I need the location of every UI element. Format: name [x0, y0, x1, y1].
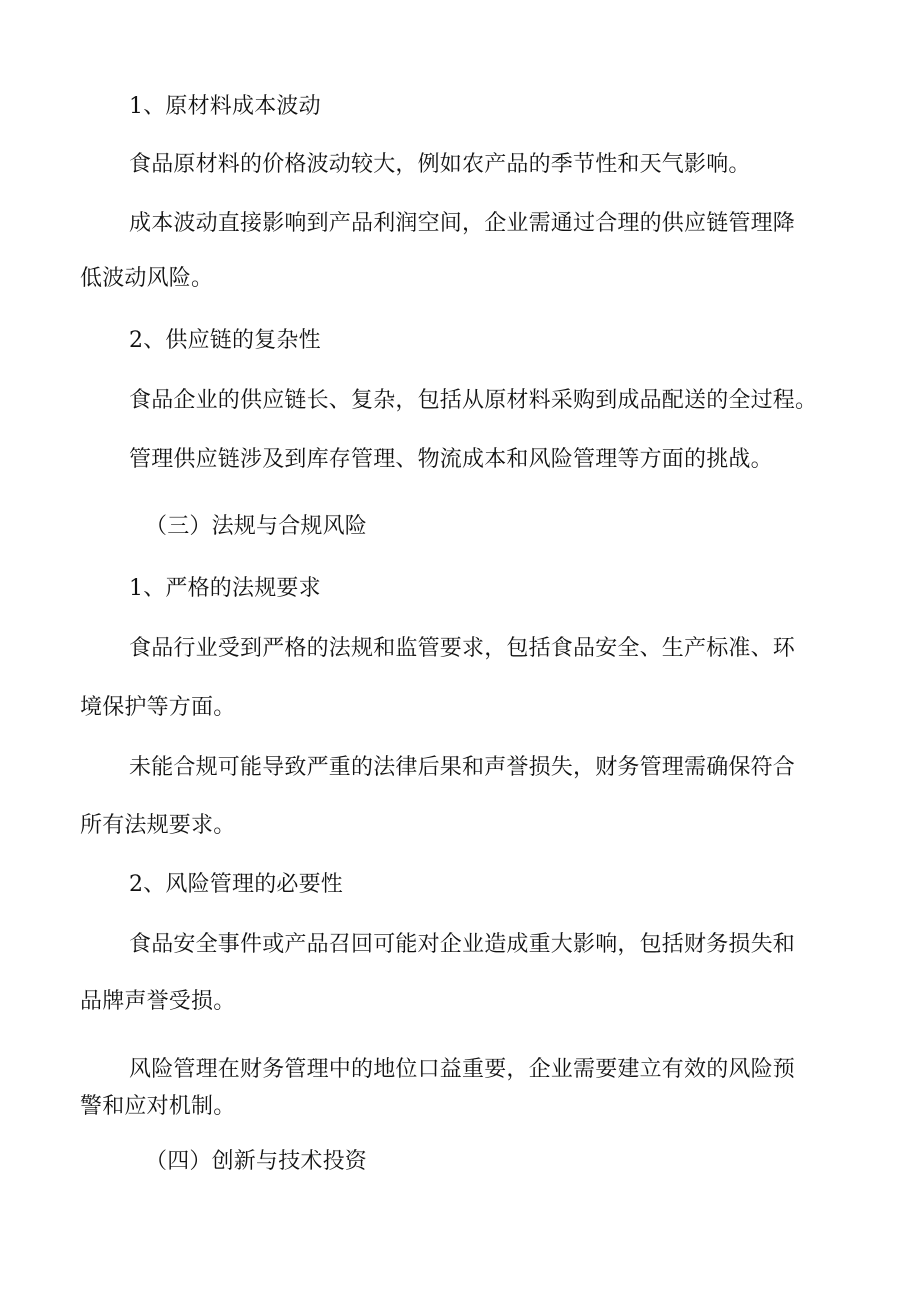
paragraph-line: 食品企业的供应链长、复杂，包括从原材料采购到成品配送的全过程。: [129, 388, 818, 413]
paragraph-line: 风险管理在财务管理中的地位口益重要，企业需要建立有效的风险预: [129, 1057, 796, 1082]
section-heading-regulatory-risk: （三）法规与合规风险: [145, 514, 368, 539]
section-heading-supply-chain: 2、供应链的复杂性: [129, 328, 321, 353]
paragraph-line: 所有法规要求。: [80, 813, 236, 838]
paragraph-line: 成本波动直接影响到产品利润空间，企业需通过合理的供应链管理降: [129, 211, 796, 236]
paragraph-line: 未能合规可能导致严重的法律后果和声誉损失，财务管理需确保符合: [129, 755, 796, 780]
section-heading-strict-regulations: 1、严格的法规要求: [129, 576, 321, 601]
paragraph-line: 管理供应链涉及到库存管理、物流成本和风险管理等方面的挑战。: [129, 447, 773, 472]
paragraph-line: 食品原材料的价格波动较大，例如农产品的季节性和天气影响。: [129, 152, 751, 177]
paragraph-line: 低波动风险。: [80, 266, 214, 291]
paragraph-line: 食品安全事件或产品召回可能对企业造成重大影响，包括财务损失和: [129, 932, 796, 957]
paragraph-line: 品牌声誉受损。: [80, 989, 236, 1014]
section-heading-risk-management: 2、风险管理的必要性: [129, 872, 343, 897]
paragraph-line: 食品行业受到严格的法规和监管要求，包括食品安全、生产标准、环: [129, 636, 796, 661]
section-heading-raw-material-cost: 1、原材料成本波动: [129, 94, 321, 119]
paragraph-line: 境保护等方面。: [80, 695, 236, 720]
paragraph-line: 警和应对机制。: [80, 1094, 236, 1119]
section-heading-innovation-investment: （四）创新与技术投资: [145, 1149, 368, 1174]
